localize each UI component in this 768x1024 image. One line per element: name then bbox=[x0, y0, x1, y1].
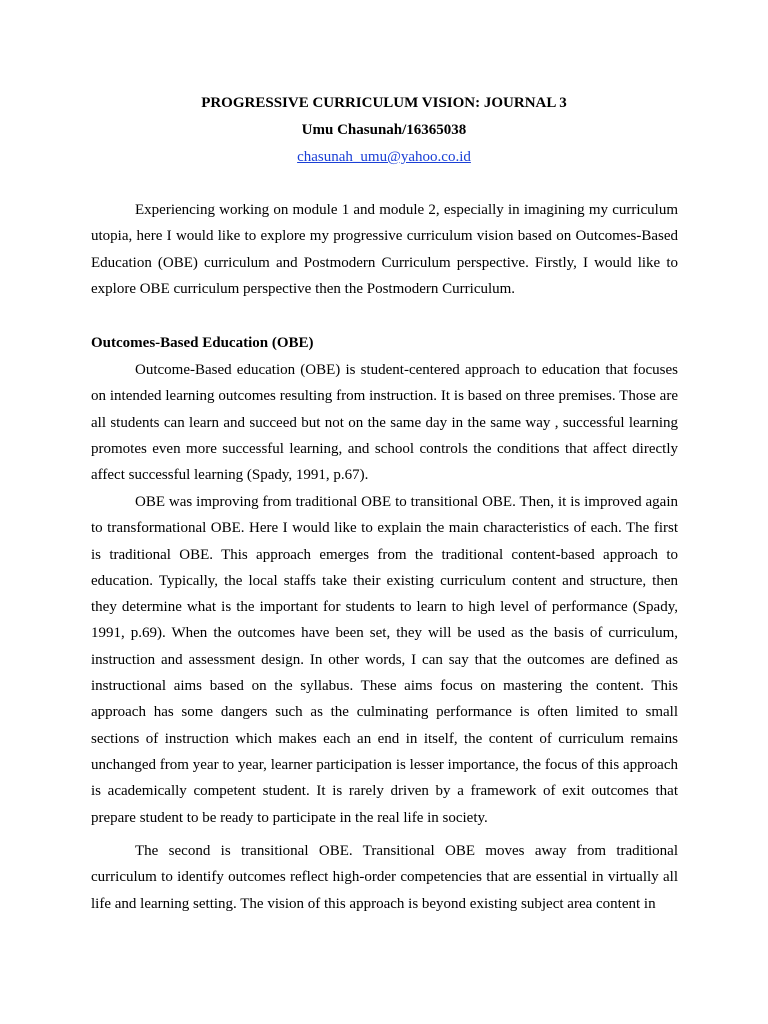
paragraph-traditional-obe: OBE was improving from traditional OBE to transitional OBE. Then, it is improved again to transformational OBE. Here I would like to explain the main characteristics of each. The first is traditional OBE. This approach emerges from the traditional content-based approach to education. Typically, the local staffs take their existing curriculum content and structure, then they determine what is the important for students to learn to high level of performance (Spady, 1991, p.69). When the outcomes have been set, they will be used as the basis of curriculum, instruction and assessment design. In other words, I can say that the outcomes are defined as instructional aims based on the syllabus. These aims focus on mastering the content. This approach has some dangers such as the culminating performance is often limited to small sections of instruction which makes each an end in itself, the content of curriculum remains unchanged from year to year, learner participation is lesser importance, the focus of this approach is academically competent student. It is rarely driven by a framework of exit outcomes that prepare student to be ready to participate in the real life in society. bbox=[91, 494, 678, 826]
document-title: PROGRESSIVE CURRICULUM VISION: JOURNAL 3 bbox=[201, 95, 567, 111]
paragraph-obe-definition: Outcome-Based education (OBE) is student-centered approach to education that focuses on intended learning outcomes resulting from instruction. It is based on three premises. Those are all students can learn and succeed but not on the same day in the same way , successful learning promotes even more successful learning, and school controls the conditions that affect directly affect successful learning (Spady, 1991, p.67). bbox=[91, 362, 678, 484]
author-line: Umu Chasunah/16365038 bbox=[301, 122, 467, 138]
intro-paragraph: Experiencing working on module 1 and module 2, especially in imagining my curriculum utopia, here I would like to explore my progressive curriculum vision based on Outcomes-Based Education (OBE) curriculum and Postmodern Curriculum perspective. Firstly, I would like to explore OBE curriculum perspective then the Postmodern Curriculum. bbox=[91, 202, 678, 297]
paragraph-transitional-obe: The second is transitional OBE. Transitional OBE moves away from traditional curriculum to identify outcomes reflect high-order competencies that are essential in virtually all life and learning setting. The vision of this approach is beyond existing subject area content in bbox=[91, 843, 678, 912]
section-heading-obe: Outcomes-Based Education (OBE) bbox=[91, 335, 314, 351]
author-email-link[interactable]: chasunah_umu@yahoo.co.id bbox=[297, 149, 471, 165]
